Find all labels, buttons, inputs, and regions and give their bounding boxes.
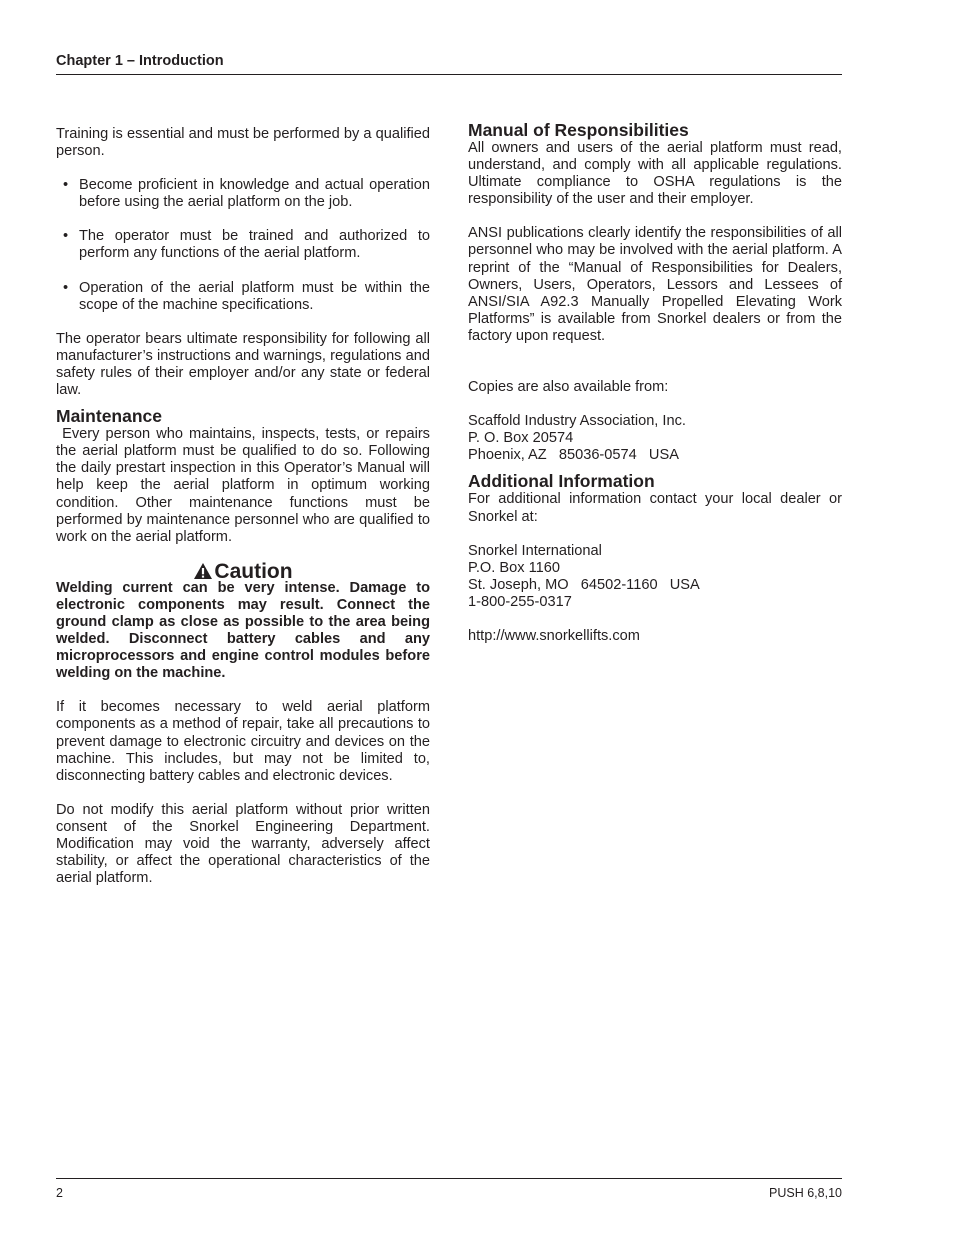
address-line: P. O. Box 20574 — [468, 430, 574, 447]
maintenance-heading: Maintenance — [56, 406, 162, 427]
page-number: 2 — [56, 1186, 63, 1200]
chapter-title: Chapter 1 – Introduction — [56, 53, 224, 69]
modification-paragraph: Do not modify this aerial platform without prior written consent of the Snorkel Engineering Department. Modification may void the warranty, adversely affect stability, or affect the operational characteristics of the aerial platform. — [56, 801, 430, 887]
additional-info-heading: Additional Information — [468, 471, 655, 492]
welding-paragraph: If it becomes necessary to weld aerial platform components as a method of repair, take all precautions to prevent damage to electronic circuitry and devices on the machine. This includes, but may not be limited to, disconnecting battery cables and electronic devices. — [56, 699, 430, 784]
saia-address — [468, 413, 842, 464]
copies-intro: Copies are also available from: — [468, 379, 669, 396]
bullet-icon: • — [63, 177, 69, 194]
bullet-icon: • — [63, 279, 69, 296]
address-line: St. Joseph, MO 64502-1160 USA — [468, 576, 700, 593]
bullet-icon: • — [63, 228, 69, 245]
footer-rule — [56, 1178, 842, 1179]
training-bullet-list — [56, 177, 430, 314]
maintenance-paragraph: Every person who maintains, inspects, tests, or repairs the aerial platform must be qualified to do so. Following the daily prestart inspection in this Operator’s Manual will help keep the aerial platform in optimum working condition. Other maintenance functions must be performed by maintenance personnel who are qualified to work on the aerial platform. — [56, 426, 435, 545]
list-item: • Operation of the aerial platform must be within the scope of the machine specifications. — [63, 279, 430, 313]
additional-info-paragraph: For additional information contact your local dealer or Snorkel at: — [468, 491, 842, 525]
address-line: P.O. Box 1160 — [468, 559, 560, 576]
training-intro: Training is essential and must be performed by a qualified person. — [56, 126, 430, 160]
caution-warning-text: Welding current can be very intense. Damage to electronic components may result. Connect the ground clamp as close as possible to the area being welded. Disconnect battery cables and any microprocessors and engine control modules before welding on the machine. — [56, 579, 430, 682]
address-line: Phoenix, AZ 85036-0574 USA — [468, 447, 679, 464]
list-item: • Become proficient in knowledge and actual operation before using the aerial platform on the job. — [63, 177, 430, 211]
address-line: Scaffold Industry Association, Inc. — [468, 413, 686, 430]
responsibilities-heading: Manual of Responsibilities — [468, 120, 689, 140]
operator-responsibility-paragraph: The operator bears ultimate responsibility for following all manufacturer’s instructions and warnings, regulations and safety rules of their employer and/or any state or federal law. — [56, 330, 430, 399]
left-column — [56, 126, 435, 887]
website-link[interactable]: http://www.snorkellifts.com — [468, 627, 640, 644]
snorkel-address — [468, 543, 842, 611]
warning-triangle-icon — [193, 562, 213, 580]
model-name: PUSH 6,8,10 — [769, 1186, 842, 1200]
list-item: • The operator must be trained and authorized to perform any functions of the aerial platform. — [63, 228, 430, 262]
phone-number: 1-800-255-0317 — [468, 593, 572, 610]
header-rule — [56, 74, 842, 75]
address-line: Snorkel International — [468, 542, 602, 559]
responsibilities-paragraph: All owners and users of the aerial platform must read, understand, and comply with all applicable regulations. Ultimate compliance to OSHA regulations is the responsibility of the user and their employer. — [468, 140, 842, 208]
ansi-paragraph: ANSI publications clearly identify the responsibilities of all personnel who may be involved with the aerial platform. A reprint of the “Manual of Responsibilities for Dealers, Owners, Users, Operators, Lessors and Lessees of ANSI/SIA A92.3 Manually Propelled Elevating Work Platforms” is available from Snorkel dealers or from the factory upon request. — [468, 225, 842, 344]
caution-heading: Caution — [56, 558, 430, 584]
right-column — [468, 120, 842, 645]
